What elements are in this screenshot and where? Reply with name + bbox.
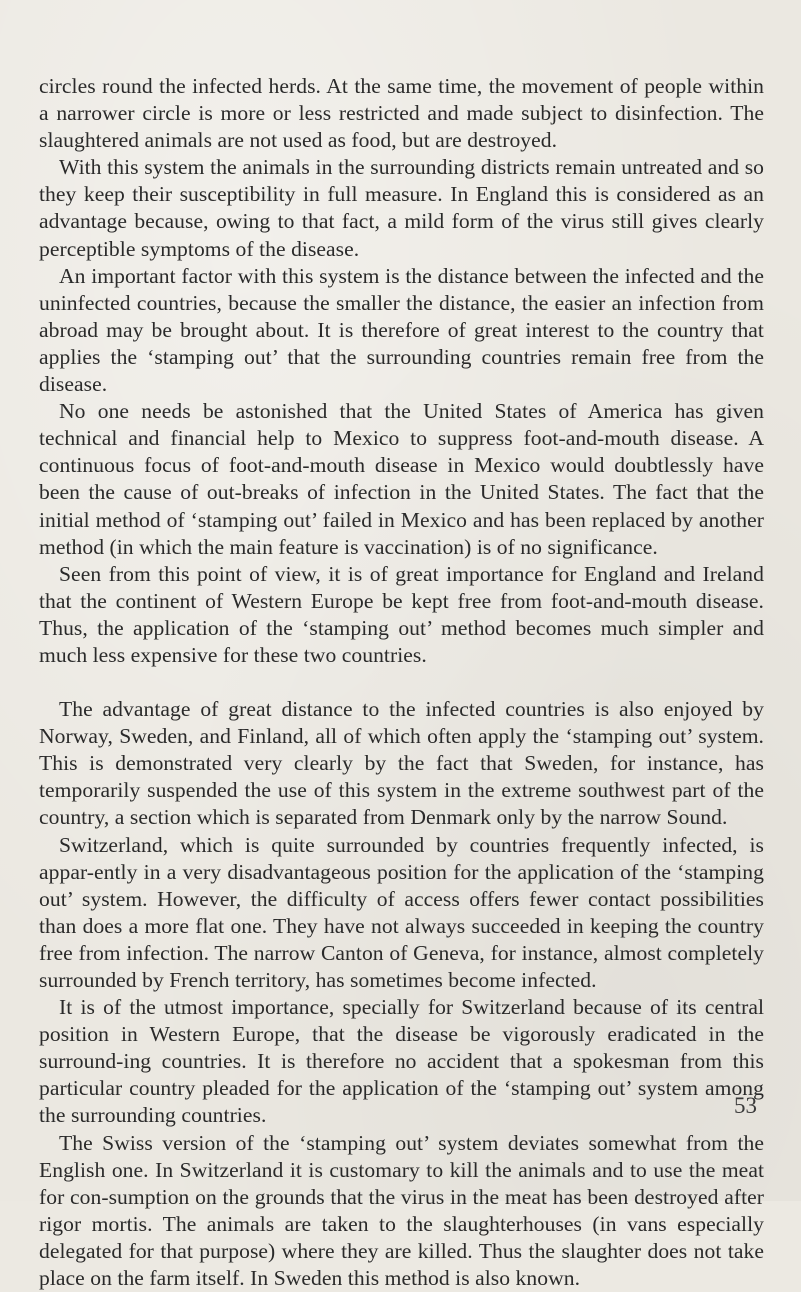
paragraph-swiss-version: The Swiss version of the ‘stamping out’ system deviates somewhat from the English one. In Switzerland it is customary to kill the animals and to use the meat for con-sumption on the grounds that the virus in the meat has been destroyed after rigor mortis. The animals are taken to the slaughterhouses (in vans especially delegated for that purpose) where they are killed. Thus the slaughter does not take place on the farm itself. In Sweden this method is also known. (39, 1130, 764, 1291)
paragraph-scandinavia: The advantage of great distance to the infected countries is also enjoyed by Norway, Sweden, and Finland, all of which often apply the ‘stamping out’ system. This is demonstrated very clearly by the fact that Sweden, for instance, has temporarily suspended the use of this system in the extreme southwest part of the country, a section which is separated from Denmark only by the narrow Sound. (39, 697, 764, 830)
page-number: 53 (734, 1093, 757, 1118)
paragraph-continuation: circles round the infected herds. At the same time, the movement of people within a narrower circle is more or less restricted and made subject to disinfection. The slaughtered animals are not used as food, but are destroyed. (39, 74, 764, 153)
text-section-1 (39, 73, 764, 669)
paragraph-england-ireland: Seen from this point of view, it is of great importance for England and Ireland that the continent of Western Europe be kept free from foot-and-mouth disease. Thus, the application of the ‘stamping out’ method becomes much simpler and much less expensive for these two countries. (39, 561, 764, 667)
paragraph-eradication-importance: It is of the utmost importance, specially for Switzerland because of its central position in Western Europe, that the disease be vigorously eradicated in the surround-ing countries. It is therefore no accident that a spokesman from this particular country pleaded for the application of the ‘stamping out’ system among the surrounding countries. (39, 995, 764, 1128)
paragraph-distance-factor: An important factor with this system is the distance between the infected and the uninfected countries, because the smaller the distance, the easier an infection from abroad may be brought about. It is therefore of great interest to the country that applies the ‘stamping out’ that the surrounding countries remain free from the disease. (39, 263, 764, 397)
text-section-2 (39, 696, 764, 1292)
paragraph-united-states-mexico: No one needs be astonished that the United States of America has given technical and financial help to Mexico to suppress foot-and-mouth disease. A continuous focus of foot-and-mouth disease in Mexico would doubtlessly have been the cause of out-breaks of infection in the United States. The fact that the initial method of ‘stamping out’ failed in Mexico and has been replaced by another method (in which the main feature is vaccination) is of no significance. (39, 399, 764, 559)
paragraph-switzerland: Switzerland, which is quite surrounded by countries frequently infected, is appar-ently in a very disadvantageous position for the application of the ‘stamping out’ system. However, the difficulty of access offers fewer contact possibilities than does a more flat one. They have not always succeeded in keeping the country free from infection. The narrow Canton of Geneva, for instance, almost completely surrounded by French territory, has sometimes become infected. (39, 832, 764, 992)
paragraph-untreated-districts: With this system the animals in the surrounding districts remain untreated and so they keep their susceptibility in full measure. In England this is considered as an advantage because, owing to that fact, a mild form of the virus still gives clearly perceptible symptoms of the disease. (39, 155, 764, 261)
